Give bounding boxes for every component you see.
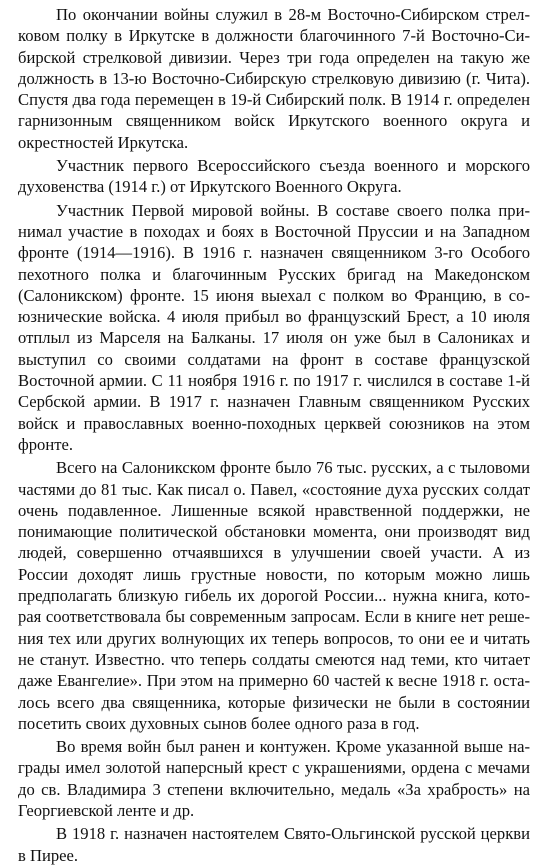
paragraph-piraeus: В 1918 г. назначен настоятелем Свято-Ольгинской русской церкви в Пирее. xyxy=(18,824,530,865)
paragraph-military-service: По окончании войны служил в 28-м Восточно-Сибирском стрелковом полку в Иркутске в должности благочинного 7-й Восточно-Сибирской стрелковой дивизии. Через три года определен на такую же должность в 13-ю Восточно-Сибирскую стрелковую дивизию (г. Чита). Спустя два года перемещен в 19-й Сибирский полк. В 1914 г. определен гарнизонным священником войск Иркутского военного округа и окрестностей Иркутска. xyxy=(18,5,530,152)
paragraph-salonika-front: Всего на Салоникском фронте было 76 тыс. русских, а с тыловоми частями до 81 тыс. Как писал о. Павел, «состояние духа русских солдат очень подавленное. Лишенные всякой нравственной поддержки, не понимающие политической обстановки момента, они производят вид людей, совершенно отчаявшихся в улучшении своей участи. А из России доходят лишь грустные новости, по которым можно лишь предполагать близкую гибель их дорогой России... нужна книга, которая соответствовала бы современным запросам. Если в книге нет решения тех или других волнующих их теперь вопросов, то они ее и читать не станут. Известно. что теперь солдаты смеются над теми, кто читает даже Евангелие». При этом на примерно 60 частей к весне 1918 г. осталось всего два священника, которые физически не были в состоянии посетить своих духовных сынов более одного раза в год. xyxy=(18,458,530,733)
paragraph-awards: Во время войн был ранен и контужен. Кроме указанной выше награды имел золотой наперсный крест с украшениями, ордена с мечами до св. Владимира 3 степени включительно, медаль «За храбрость» на Георгиевской ленте и др. xyxy=(18,737,530,820)
paragraph-world-war: Участник Первой мировой войны. В составе своего полка принимал участие в походах и боях в Восточной Пруссии и на Западном фронте (1914—1916). В 1916 г. назначен священником 3-го Особого пехотного полка и благочинным Русских бригад на Македонском (Салоникском) фронте. 15 июня выехал с полком во Францию, в союзнические войска. 4 июля прибыл во французский Брест, а 10 июля отплыл из Марселя на Балканы. 17 июля он уже был в Салониках и выступил со своими солдатами на фронт в составе французской Восточной армии. С 11 ноября 1916 г. по 1917 г. числился в составе 1-й Сербской армии. В 1917 г. назначен Главным священником Русских войск и православных военно-походных церквей союзников на этом фронте. xyxy=(18,200,530,454)
paragraph-congress: Участник первого Всероссийского съезда военного и морского духовенства (1914 г.) от Иркутского Военного Округа. xyxy=(18,156,530,197)
